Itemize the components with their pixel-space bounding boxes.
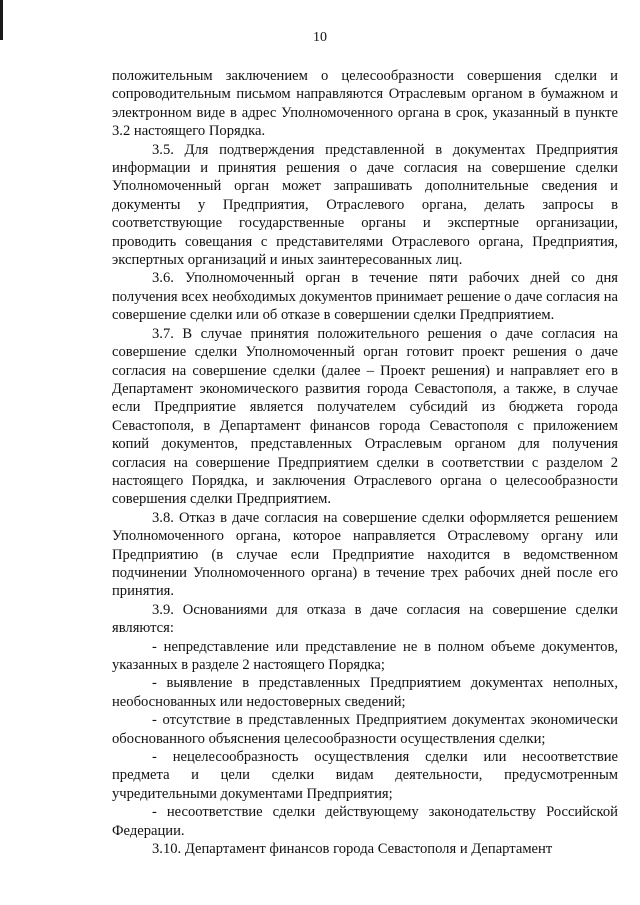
paragraph-3-7: 3.7. В случае принятия положительного решения о даче согласия на совершение сделки Уполномоченный орган готовит проект решения о даче согласия на совершение сделки (далее – Проект решения) и направляет его в Департамент экономического развития города Севастополя, а также, в случае если Предприятие является получателем субсидий из бюджета города Севастополя, в Департамент финансов города Севастополя с приложением копий документов, представленных Отраслевым органом для получения согласия на совершение Предприятием сделки в соответствии с разделом 2 настоящего Порядка, и заключения Отраслевого органа о целесообразности совершения сделки Предприятием. — [112, 325, 618, 508]
paragraph-3-8: 3.8. Отказ в даче согласия на совершение сделки оформляется решением Уполномоченного органа, которое направляется Отраслевому органу или Предприятию (в случае если Предприятие находится в ведомственном подчинении Уполномоченного органа) в течение трех рабочих дней после его принятия. — [112, 509, 618, 600]
paragraph-3-9: 3.9. Основаниями для отказа в даче согласия на совершение сделки являются: — [112, 601, 618, 637]
paragraph-3-6: 3.6. Уполномоченный орган в течение пяти рабочих дней со дня получения всех необходимых документов принимает решение о даче согласия на совершение сделки или об отказе в совершении сделки Предприятием. — [112, 270, 618, 324]
list-item-no-justification: - отсутствие в представленных Предприятием документах экономически обоснованного объяснения целесообразности осуществления сделки; — [112, 712, 618, 747]
paragraph-3-10: 3.10. Департамент финансов города Севастополя и Департамент — [152, 841, 553, 858]
list-item-inexpediency: - нецелесообразность осуществления сделки или несоответствие предмета и цели сделки видам деятельности, предусмотренным учредительными документами Предприятия; — [112, 749, 618, 802]
list-item-legislation-mismatch: - несоответствие сделки действующему законодательству Российской Федерации. — [112, 804, 618, 839]
paragraph-continuation: положительным заключением о целесообразности совершения сделки и сопроводительным письмом направляются Отраслевым органом в бумажном и электронном виде в адрес Уполномоченного органа в срок, указанный в пункте 3.2 настоящего Порядка. — [112, 68, 618, 140]
paragraph-3-5: 3.5. Для подтверждения представленной в документах Предприятия информации и принятия решения о даче согласия на совершение сделки Уполномоченный орган может запрашивать дополнительные сведения и документы у Предприятия, Отраслевого органа, делать запросы в соответствующие государственные органы и экспертные организации, проводить совещания с представителями Отраслевого органа, Предприятия, экспертных организаций и иных заинтересованных лиц. — [112, 141, 618, 269]
document-body — [112, 67, 618, 858]
list-item-incomplete-documents: - непредставление или представление не в полном объеме документов, указанных в разделе 2 настоящего Порядка; — [112, 638, 618, 673]
list-item-invalid-information: - выявление в представленных Предприятием документах неполных, необоснованных или недостоверных сведений; — [112, 675, 618, 710]
page-number: 10 — [313, 30, 327, 45]
